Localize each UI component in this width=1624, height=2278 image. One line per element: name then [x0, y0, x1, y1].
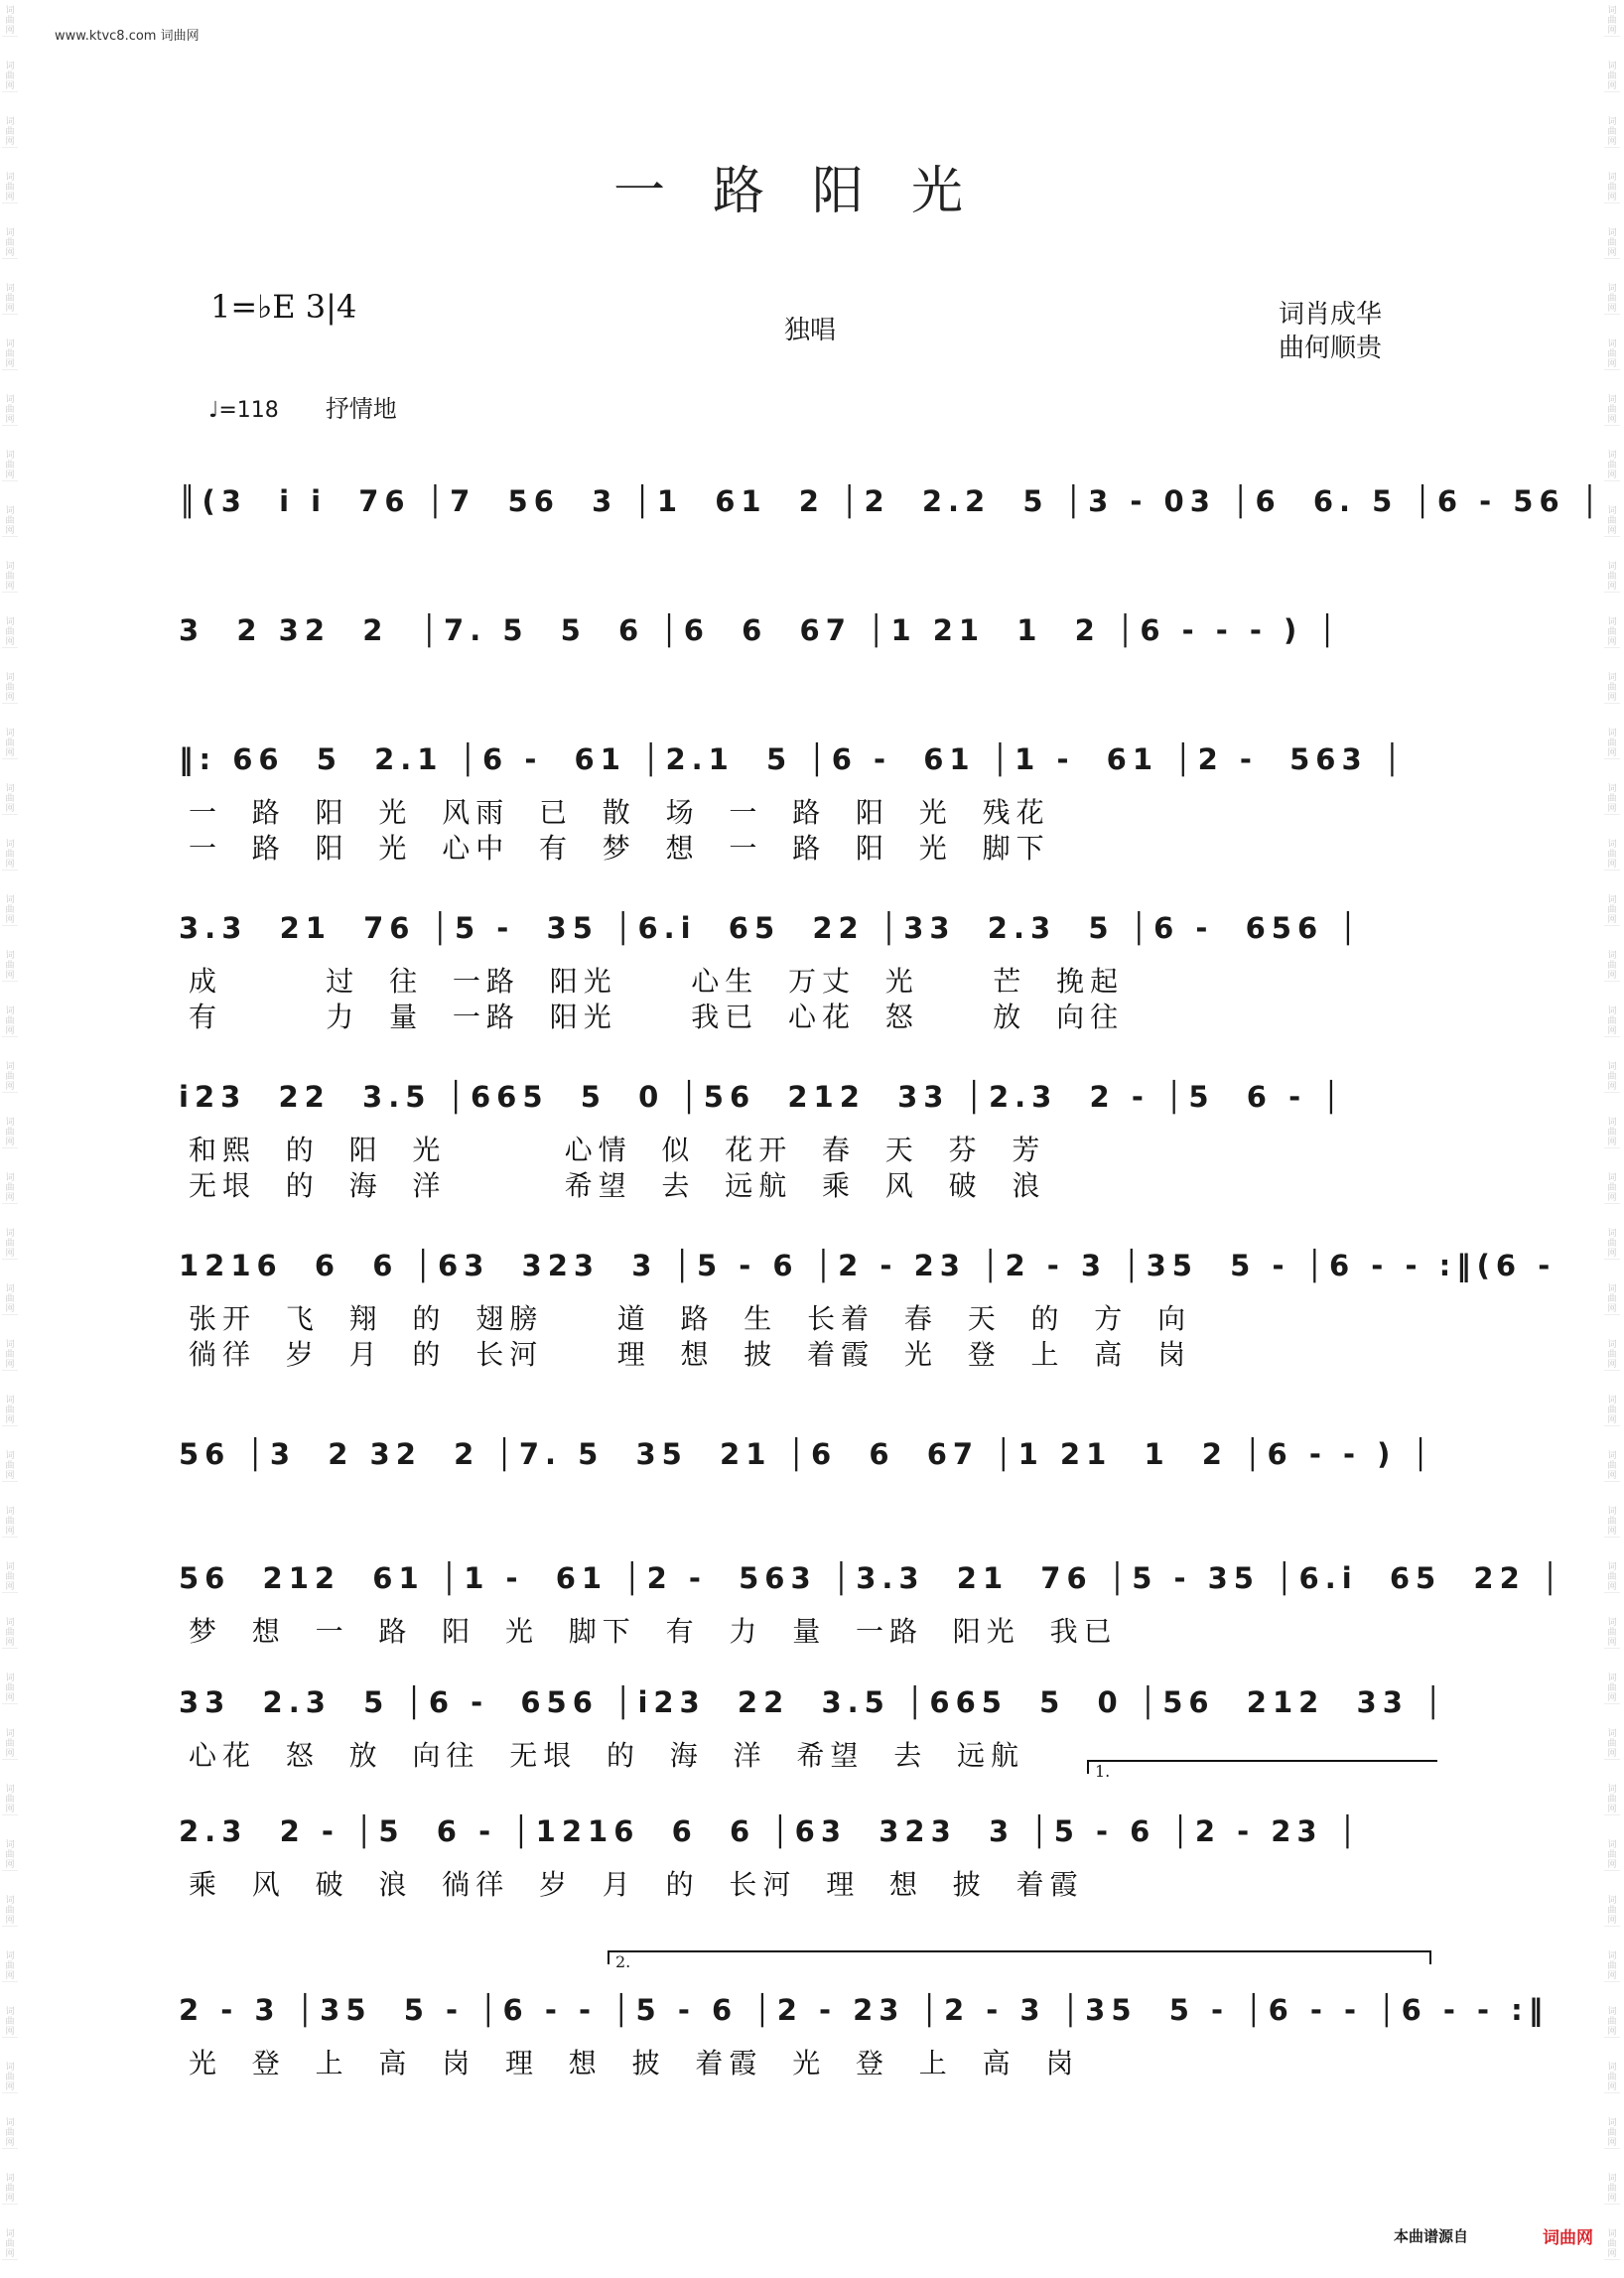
watermark-cell: 词 曲 网: [1604, 117, 1620, 148]
watermark-cell: 词 曲 网: [2, 673, 18, 704]
watermark-cell: 词 曲 网: [1604, 1674, 1620, 1704]
watermark-cell: 词 曲 网: [2, 1729, 18, 1760]
watermark-cell: 词 曲 网: [2, 1451, 18, 1482]
notation-line: ‖: 66 5 2.1 │6 - 61 │2.1 5 │6 - 61 │1 - 61 │2 - 563 │: [179, 742, 1408, 776]
watermark-cell: 词 曲 网: [1604, 506, 1620, 537]
notation-line: 56 212 61 │1 - 61 │2 - 563 │3.3 21 76 │5 - 35 │6.i 65 22 │: [179, 1561, 1565, 1595]
watermark-cell: 词 曲 网: [1604, 2063, 1620, 2093]
watermark-cell: 词 曲 网: [1604, 2118, 1620, 2149]
key-signature: 1=♭E 3|4: [210, 288, 357, 326]
watermark-cell: 词 曲 网: [1604, 1284, 1620, 1315]
watermark-cell: 词 曲 网: [1604, 62, 1620, 92]
watermark-cell: 词 曲 网: [2, 2174, 18, 2205]
watermark-cell: 词 曲 网: [2, 1840, 18, 1871]
watermark-cell: 词 曲 网: [2, 284, 18, 315]
lyric-line: 梦 想 一 路 阳 光 脚下 有 力 量 一路 阳光 我已: [189, 1615, 1118, 1648]
lyric-line: 有 力 量 一路 阳光 我已 心花 怒 放 向往: [189, 1001, 1125, 1033]
watermark-cell: 词 曲 网: [2, 1618, 18, 1649]
watermark-cell: 词 曲 网: [2, 1118, 18, 1148]
watermark-cell: 词 曲 网: [1604, 1896, 1620, 1927]
watermark-cell: 词 曲 网: [1604, 895, 1620, 926]
watermark-cell: 词 曲 网: [1604, 228, 1620, 259]
watermark-cell: 词 曲 网: [1604, 1396, 1620, 1426]
watermark-cell: 词 曲 网: [2, 951, 18, 982]
lyric-line: 一 路 阳 光 风雨 已 散 场 一 路 阳 光 残花: [189, 796, 1050, 829]
footer-source-label: 本曲谱源自: [1394, 2227, 1469, 2245]
watermark-cell: 词 曲 网: [1604, 840, 1620, 871]
watermark-cell: 词 曲 网: [1604, 673, 1620, 704]
watermark-cell: 词 曲 网: [2, 1284, 18, 1315]
watermark-cell: 词 曲 网: [2, 1674, 18, 1704]
tempo-line: [208, 389, 397, 424]
watermark-cell: 词 曲 网: [2, 1062, 18, 1093]
watermark-cell: 词 曲 网: [2, 1396, 18, 1426]
credits: [1279, 298, 1382, 365]
watermark-cell: 词 曲 网: [2, 1340, 18, 1371]
watermark-cell: 词 曲 网: [2, 840, 18, 871]
watermark-cell: 词 曲 网: [2, 506, 18, 537]
watermark-cell: 词 曲 网: [2, 1507, 18, 1538]
watermark-cell: 词 曲 网: [1604, 1118, 1620, 1148]
watermark-cell: 词 曲 网: [1604, 1062, 1620, 1093]
watermark-cell: 词 曲 网: [1604, 1006, 1620, 1037]
watermark-cell: 词 曲 网: [1604, 2007, 1620, 2038]
watermark-cell: 词 曲 网: [1604, 1562, 1620, 1593]
lyric-line: 和熙 的 阳 光 心情 似 花开 春 天 芬 芳: [189, 1134, 1046, 1166]
watermark-cell: 词 曲 网: [1604, 2174, 1620, 2205]
watermark-cell: 词 曲 网: [2, 895, 18, 926]
notation-line: 3 2 32 2 │7. 5 5 6 │6 6 67 │1 21 1 2 │6 - - - ) │: [179, 613, 1342, 647]
watermark-cell: 词 曲 网: [1604, 1229, 1620, 1260]
watermark-cell: 词 曲 网: [1604, 284, 1620, 315]
notation-line: 2 - 3 │35 5 - │6 - - │5 - 6 │2 - 23 │2 - 3 │35 5 - │6 - - │6 - - :‖: [179, 1993, 1550, 2027]
volta-bracket: 2.: [608, 1950, 1431, 1964]
lyric-line: 无垠 的 海 洋 希望 去 远航 乘 风 破 浪: [189, 1169, 1046, 1202]
watermark-cell: 词 曲 网: [1604, 729, 1620, 759]
watermark-cell: 词 曲 网: [2, 173, 18, 203]
lyric-line: 一 路 阳 光 心中 有 梦 想 一 路 阳 光 脚下: [189, 832, 1050, 865]
watermark-cell: 词 曲 网: [2, 1785, 18, 1815]
lyric-line: 光 登 上 高 岗 理 想 披 着霞 光 登 上 高 岗: [189, 2047, 1080, 2079]
watermark-cell: 词 曲 网: [1604, 6, 1620, 37]
watermark-cell: 词 曲 网: [2, 2007, 18, 2038]
watermark-cell: 词 曲 网: [2, 117, 18, 148]
lyric-line: 成 过 往 一路 阳光 心生 万丈 光 芒 挽起: [189, 965, 1125, 998]
watermark-cell: 词 曲 网: [1604, 617, 1620, 648]
lyricist: 词肖成华: [1279, 300, 1383, 330]
watermark-cell: 词 曲 网: [1604, 784, 1620, 815]
watermark-cell: 词 曲 网: [1604, 2229, 1620, 2260]
watermark-cell: 词 曲 网: [1604, 562, 1620, 593]
song-title: 一路阳光: [612, 162, 1011, 221]
watermark-cell: 词 曲 网: [1604, 1340, 1620, 1371]
watermark-cell: 词 曲 网: [2, 2229, 18, 2260]
watermark-cell: 词 曲 网: [2, 1562, 18, 1593]
tempo-mark: ♩=118: [208, 398, 279, 423]
notation-line: 2.3 2 - │5 6 - │1216 6 6 │63 323 3 │5 - 6 │2 - 23 │: [179, 1814, 1363, 1848]
watermark-cell: 词 曲 网: [2, 562, 18, 593]
notation-line: 33 2.3 5 │6 - 656 │i23 22 3.5 │665 5 0 │56 212 33 │: [179, 1685, 1448, 1719]
watermark-cell: 词 曲 网: [1604, 1785, 1620, 1815]
notation-line: ║(3 i i 76 │7 56 3 │1 61 2 │2 2.2 5 │3 - 03 │6 6. 5 │6 - 56 │: [179, 484, 1605, 518]
notation-line: i23 22 3.5 │665 5 0 │56 212 33 │2.3 2 - │5 6 - │: [179, 1080, 1346, 1114]
watermark-cell: 词 曲 网: [1604, 1729, 1620, 1760]
footer-brand-logo[interactable]: 词曲网: [1543, 2228, 1593, 2248]
notation-line: 1216 6 6 │63 323 3 │5 - 6 │2 - 23 │2 - 3 │35 5 - │6 - - :‖(6 -: [179, 1249, 1556, 1282]
site-url[interactable]: www.ktvc8.com 词曲网: [55, 29, 200, 44]
watermark-cell: 词 曲 网: [2, 784, 18, 815]
watermark-cell: 词 曲 网: [1604, 1951, 1620, 1982]
watermark-cell: 词 曲 网: [2, 1951, 18, 1982]
watermark-cell: 词 曲 网: [2, 228, 18, 259]
watermark-cell: 词 曲 网: [1604, 395, 1620, 426]
notation-line: 56 │3 2 32 2 │7. 5 35 21 │6 6 67 │1 21 1 2 │6 - - ) │: [179, 1437, 1435, 1471]
lyric-line: 乘 风 破 浪 徜徉 岁 月 的 长河 理 想 披 着霞: [189, 1868, 1084, 1901]
watermark-cell: 词 曲 网: [2, 1229, 18, 1260]
lyric-line: 张开 飞 翔 的 翅膀 道 路 生 长着 春 天 的 方 向: [189, 1302, 1192, 1335]
watermark-cell: 词 曲 网: [1604, 339, 1620, 370]
watermark-cell: 词 曲 网: [2, 729, 18, 759]
watermark-cell: 词 曲 网: [1604, 173, 1620, 203]
watermark-cell: 词 曲 网: [1604, 951, 1620, 982]
lyric-line: 徜徉 岁 月 的 长河 理 想 披 着霞 光 登 上 高 岗: [189, 1338, 1192, 1371]
watermark-cell: 词 曲 网: [2, 339, 18, 370]
watermark-cell: 词 曲 网: [1604, 1840, 1620, 1871]
watermark-cell: 词 曲 网: [2, 1006, 18, 1037]
watermark-cell: 词 曲 网: [2, 2118, 18, 2149]
watermark-cell: 词 曲 网: [2, 617, 18, 648]
watermark-cell: 词 曲 网: [1604, 1451, 1620, 1482]
watermark-cell: 词 曲 网: [2, 2063, 18, 2093]
watermark-cell: 词 曲 网: [2, 1896, 18, 1927]
composer: 曲何顺贵: [1279, 334, 1383, 363]
lyric-line: 心花 怒 放 向往 无垠 的 海 洋 希望 去 远航: [189, 1739, 1025, 1772]
watermark-cell: 词 曲 网: [1604, 1507, 1620, 1538]
watermark-cell: 词 曲 网: [2, 6, 18, 37]
watermark-cell: 词 曲 网: [2, 451, 18, 481]
watermark-cell: 词 曲 网: [1604, 451, 1620, 481]
watermark-cell: 词 曲 网: [1604, 1173, 1620, 1204]
watermark-cell: 词 曲 网: [2, 1173, 18, 1204]
volta-bracket: 1.: [1087, 1760, 1437, 1774]
notation-line: 3.3 21 76 │5 - 35 │6.i 65 22 │33 2.3 5 │6 - 656 │: [179, 911, 1363, 945]
expression-mark: 抒情地: [325, 395, 397, 423]
watermark-cell: 词 曲 网: [1604, 1618, 1620, 1649]
watermark-cell: 词 曲 网: [2, 395, 18, 426]
performance-type: 独唱: [784, 316, 837, 345]
watermark-cell: 词 曲 网: [2, 62, 18, 92]
